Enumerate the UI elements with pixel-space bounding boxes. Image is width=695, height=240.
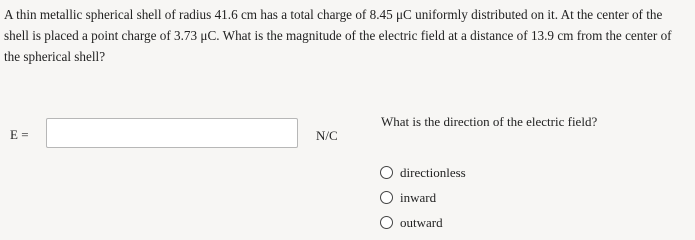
direction-question: What is the direction of the electric field? [381,114,598,129]
option-outward[interactable] [380,210,466,235]
radio-button[interactable] [380,216,393,229]
option-label: outward [400,214,443,230]
field-label: E = [10,127,29,142]
electric-field-input[interactable] [46,118,298,148]
option-label: directionless [400,164,466,180]
option-directionless[interactable] [380,160,466,185]
radio-button[interactable] [380,166,393,179]
unit-label: N/C [316,128,338,143]
direction-options [380,160,466,235]
option-inward[interactable] [380,185,466,210]
option-label: inward [400,189,437,205]
radio-button[interactable] [380,191,393,204]
question-text: A thin metallic spherical shell of radius 41.6 cm has a total charge of 8.45 μC uniformly distributed on it. At the center of the shell is placed a point charge of 3.73 μC. What is the magnitude of the electric field at a distance of 13.9 cm from the center of the spherical shell? [4,7,672,64]
